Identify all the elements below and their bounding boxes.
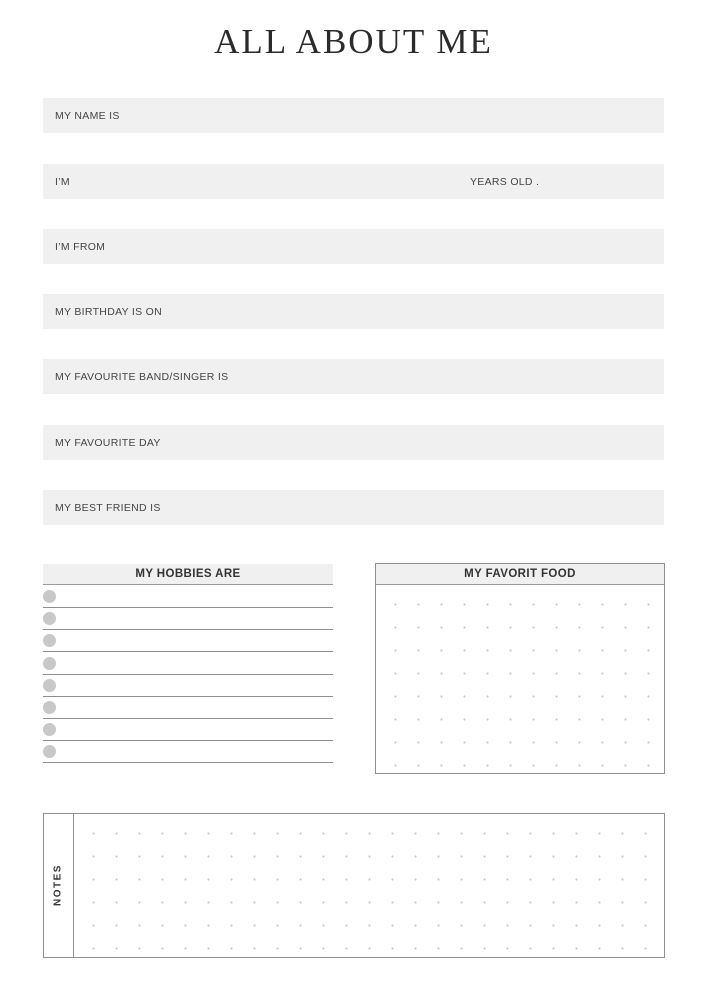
hobby-line[interactable] — [43, 652, 333, 675]
notes-label-column — [44, 814, 74, 957]
hobbies-section — [43, 564, 333, 585]
hobby-line[interactable] — [43, 607, 333, 630]
field-from[interactable] — [43, 229, 664, 264]
field-label: I’M — [55, 176, 70, 188]
field-name[interactable] — [43, 98, 664, 133]
bullet-dot-icon — [43, 723, 56, 736]
hobby-line[interactable] — [43, 696, 333, 719]
field-label: I’M FROM — [55, 241, 106, 253]
bullet-dot-icon — [43, 590, 56, 603]
hobby-line[interactable] — [43, 674, 333, 697]
hobby-line[interactable] — [43, 740, 333, 763]
field-label: MY BIRTHDAY IS ON — [55, 306, 163, 318]
field-label: MY NAME IS — [55, 110, 120, 122]
favorite-food-box — [375, 563, 665, 774]
field-label: MY FAVOURITE DAY — [55, 437, 161, 449]
hobbies-heading: MY HOBBIES ARE — [43, 564, 333, 585]
bullet-dot-icon — [43, 657, 56, 670]
notes-box — [43, 813, 665, 958]
field-label: MY FAVOURITE BAND/SINGER IS — [55, 371, 229, 383]
bullet-dot-icon — [43, 745, 56, 758]
bullet-dot-icon — [43, 612, 56, 625]
hobby-line[interactable] — [43, 629, 333, 652]
food-heading: MY FAVORIT FOOD — [376, 564, 664, 585]
bullet-dot-icon — [43, 701, 56, 714]
field-suffix: YEARS OLD . — [470, 176, 540, 188]
field-label: MY BEST FRIEND IS — [55, 502, 161, 514]
bullet-dot-icon — [43, 634, 56, 647]
bullet-dot-icon — [43, 679, 56, 692]
field-birthday[interactable] — [43, 294, 664, 329]
field-favourite-day[interactable] — [43, 425, 664, 460]
page-title: ALL ABOUT ME — [214, 22, 493, 61]
field-favourite-band[interactable] — [43, 359, 664, 394]
food-writing-area[interactable] — [376, 585, 664, 773]
hobby-line[interactable] — [43, 718, 333, 741]
notes-writing-area[interactable] — [74, 814, 664, 957]
field-best-friend[interactable] — [43, 490, 664, 525]
hobby-line[interactable] — [43, 585, 333, 608]
field-age[interactable] — [43, 164, 664, 199]
notes-label: NOTES — [52, 864, 64, 906]
